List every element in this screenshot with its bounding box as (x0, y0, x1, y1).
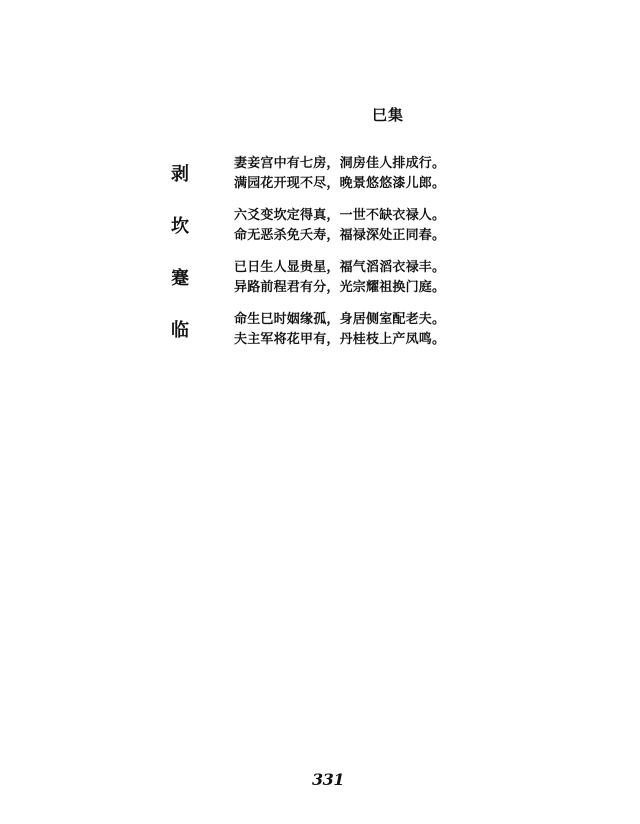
verse-entry (0, 208, 640, 256)
page-number: 331 (312, 770, 344, 789)
verse-line: 夫主军将花甲有，丹桂枝上产凤鸣。 (234, 332, 446, 347)
hexagram-label: 坎 (171, 216, 189, 237)
hexagram-label: 剥 (171, 164, 189, 185)
verse-entry (0, 312, 640, 360)
verse-entry (0, 260, 640, 308)
verse-line: 命生巳时姻缘孤，身居侧室配老夫。 (234, 312, 446, 327)
verse-line: 妻妾宫中有七房，洞房佳人排成行。 (234, 156, 446, 171)
verse-line: 已日生人显贵星，福气滔滔衣禄丰。 (234, 260, 446, 275)
verse-line: 异路前程君有分，光宗耀祖换门庭。 (234, 280, 446, 295)
verse-entry (0, 156, 640, 204)
section-title: 巳集 (372, 106, 405, 124)
hexagram-label: 临 (171, 320, 189, 341)
verse-line: 命无恶杀免夭寿，福禄深处正同春。 (234, 228, 446, 243)
verse-line: 六爻变坎定得真，一世不缺衣禄人。 (234, 208, 446, 223)
verse-line: 满园花开现不尽，晚景悠悠漆儿郎。 (234, 176, 446, 191)
hexagram-label: 蹇 (171, 268, 189, 289)
